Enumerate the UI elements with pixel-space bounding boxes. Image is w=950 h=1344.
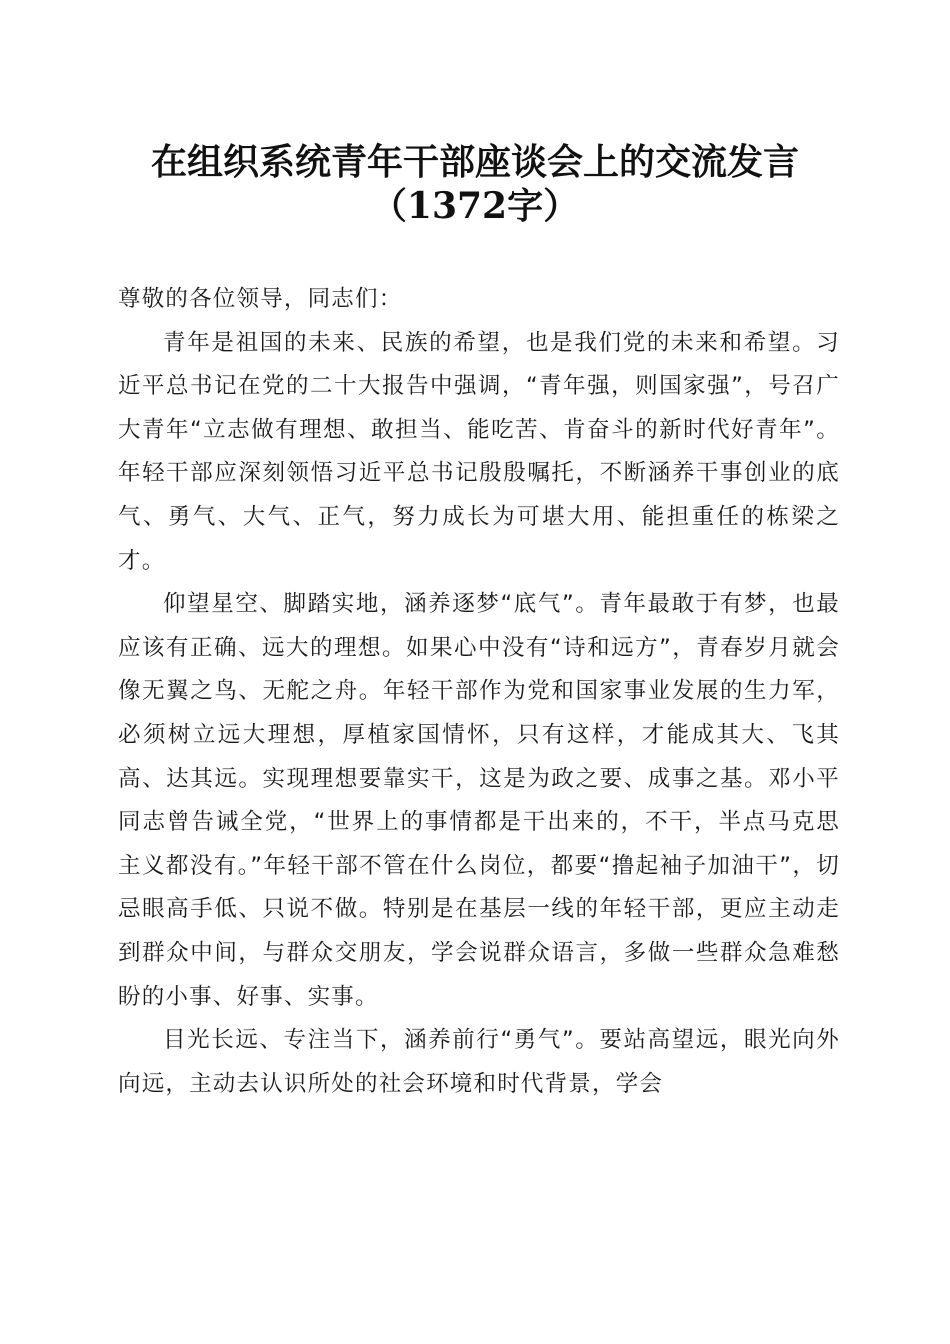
paragraph-1: 青年是祖国的未来、民族的希望，也是我们党的未来和希望。习近平总书记在党的二十大报告中强调，“青年强，则国家强”，号召广大青年“立志做有理想、敢担当、能吃苦、肯奋斗的新时代好青年”。年轻干部应深刻领悟习近平总书记殷殷嘱托，不断涵养干事创业的底气、勇气、大气、正气，努力成长为可堪大用、能担重任的栋梁之才。 bbox=[118, 329, 840, 574]
document-subtitle: （1372字） bbox=[370, 185, 580, 227]
paragraph-2: 仰望星空、脚踏实地，涵养逐梦“底气”。青年最敢于有梦，也最应该有正确、远大的理想。如果心中没有“诗和远方”，青春岁月就会像无翼之鸟、无舵之舟。年轻干部作为党和国家事业发展的生力军，必须树立远大理想，厚植家国情怀，只有这样，才能成其大、飞其高、达其远。实现理想要靠实干，这是为政之要、成事之基。邓小平同志曾告诫全党，“世界上的事情都是干出来的，不干，半点马克思主义都没有。”年轻干部不管在什么岗位，都要“撸起袖子加油干”，切忌眼高手低、只说不做。特别是在基层一线的年轻干部，更应主动走到群众中间，与群众交朋友，学会说群众语言，多做一些群众急难愁盼的小事、好事、实事。 bbox=[118, 591, 840, 1010]
paragraph-3: 目光长远、专注当下，涵养前行“勇气”。要站高望远，眼光向外向远，主动去认识所处的社会环境和时代背景，学会 bbox=[118, 1027, 840, 1097]
salutation: 尊敬的各位领导，同志们： bbox=[118, 286, 403, 312]
document-title: 在组织系统青年干部座谈会上的交流发言 bbox=[150, 141, 799, 183]
document-body bbox=[118, 278, 840, 1106]
